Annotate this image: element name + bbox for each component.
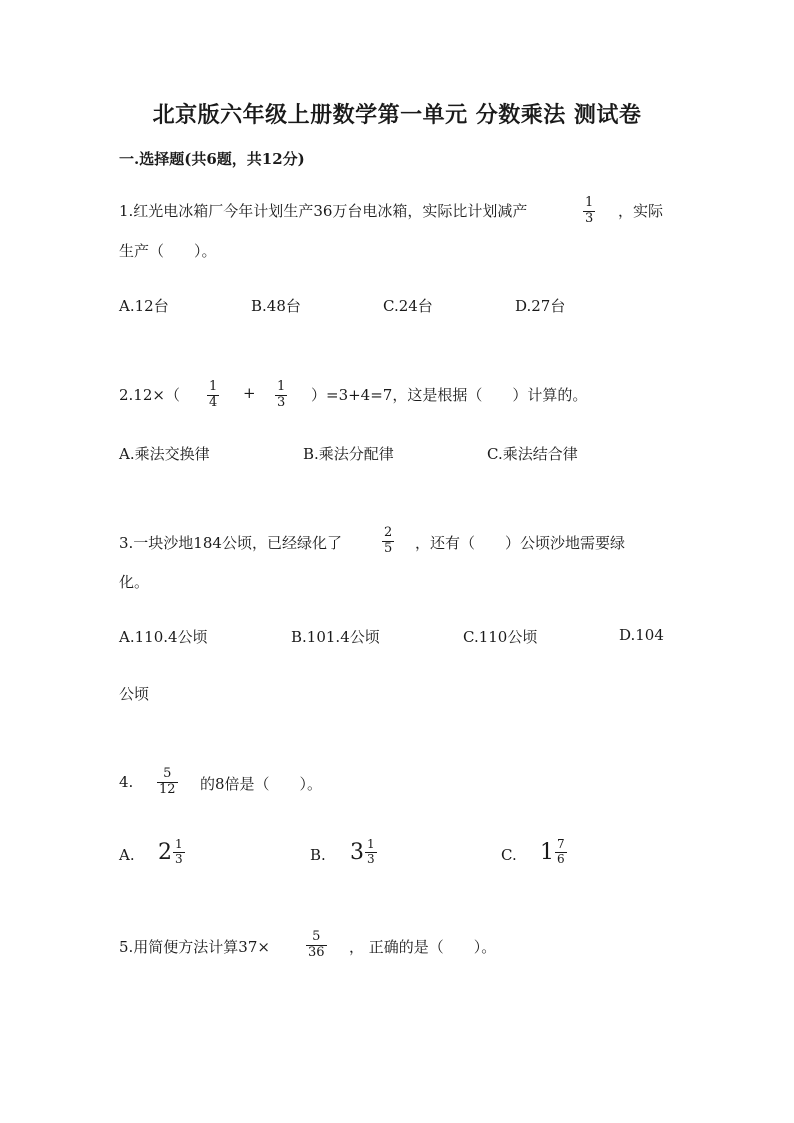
fraction-numerator: 1	[175, 837, 183, 851]
question-4-option-a-value[interactable]	[158, 838, 185, 867]
fraction-numerator: 2	[384, 525, 393, 540]
question-4-text: 的8倍是（ ）。	[200, 775, 323, 793]
fraction-numerator: 1	[367, 837, 375, 851]
question-3-option-c[interactable]: C.110公顷	[463, 628, 538, 646]
question-2-text-tail: ）=3+4=7，这是根据（ ）计算的。	[311, 386, 588, 404]
fraction-denominator: 6	[557, 851, 565, 866]
question-3-text: 3.一块沙地184公顷，已经绿化了	[119, 534, 342, 552]
fraction-denominator: 3	[367, 851, 375, 866]
mixed-whole: 3	[350, 839, 364, 865]
question-4-option-b-value[interactable]	[350, 838, 377, 867]
question-1-option-d[interactable]: D.27台	[515, 297, 566, 315]
fraction-denominator: 4	[209, 394, 218, 410]
fraction-denominator: 5	[384, 540, 393, 556]
fraction-numerator: 7	[557, 837, 565, 851]
question-4-option-c-label[interactable]: C.	[501, 846, 517, 864]
fraction-numerator: 1	[585, 195, 594, 210]
fraction-numerator: 5	[312, 929, 321, 944]
question-3-option-d[interactable]: D.104	[619, 626, 664, 644]
question-1-option-a[interactable]: A.12台	[119, 297, 169, 315]
question-2-option-c[interactable]: C.乘法结合律	[487, 445, 578, 463]
page-title: 北京版六年级上册数学第一单元 分数乘法 测试卷	[152, 102, 642, 128]
fraction-denominator: 36	[308, 944, 325, 960]
question-4-label: 4.	[119, 773, 134, 791]
fraction-denominator: 3	[175, 851, 183, 866]
mixed-whole: 2	[158, 839, 172, 865]
question-1-option-c[interactable]: C.24台	[383, 297, 433, 315]
question-5-text-tail: ， 正确的是（ ）。	[349, 938, 497, 956]
section-heading: 一.选择题(共6题，共12分)	[119, 150, 305, 168]
question-4-option-a-label[interactable]: A.	[119, 846, 135, 864]
question-2-text: 2.12×（	[119, 386, 180, 404]
question-3-fraction	[382, 526, 394, 557]
fraction-numerator: 1	[277, 379, 286, 394]
fraction-numerator: 5	[163, 766, 172, 781]
question-2-fraction-1	[207, 380, 219, 411]
question-1-text-line2: 生产（ ）。	[119, 242, 217, 260]
question-3-option-b[interactable]: B.101.4公顷	[291, 628, 380, 646]
fraction-denominator: 3	[277, 394, 286, 410]
question-4-option-b-label[interactable]: B.	[310, 846, 326, 864]
question-2-option-b[interactable]: B.乘法分配律	[303, 445, 394, 463]
question-3-option-d-wrap: 公顷	[119, 685, 150, 703]
question-1-text-tail: ，实际	[618, 202, 664, 220]
plus-sign: +	[243, 384, 256, 402]
question-3-text-line2: 化。	[119, 573, 150, 591]
question-1-text: 1.红光电冰箱厂今年计划生产36万台电冰箱，实际比计划减产	[119, 202, 528, 220]
question-2-fraction-2	[275, 380, 287, 411]
question-5-fraction	[306, 930, 327, 961]
question-3-text-tail: ，还有（ ）公顷沙地需要绿	[415, 534, 626, 552]
fraction-denominator: 12	[159, 781, 176, 797]
mixed-whole: 1	[540, 839, 554, 865]
fraction-denominator: 3	[585, 210, 594, 226]
question-5-text: 5.用简便方法计算37×	[119, 938, 270, 956]
question-1-option-b[interactable]: B.48台	[251, 297, 301, 315]
question-4-option-c-value[interactable]	[540, 838, 567, 867]
fraction-numerator: 1	[209, 379, 218, 394]
question-3-option-a[interactable]: A.110.4公顷	[119, 628, 208, 646]
question-2-option-a[interactable]: A.乘法交换律	[119, 445, 210, 463]
question-4-fraction	[157, 767, 178, 798]
question-1-fraction	[583, 196, 595, 227]
